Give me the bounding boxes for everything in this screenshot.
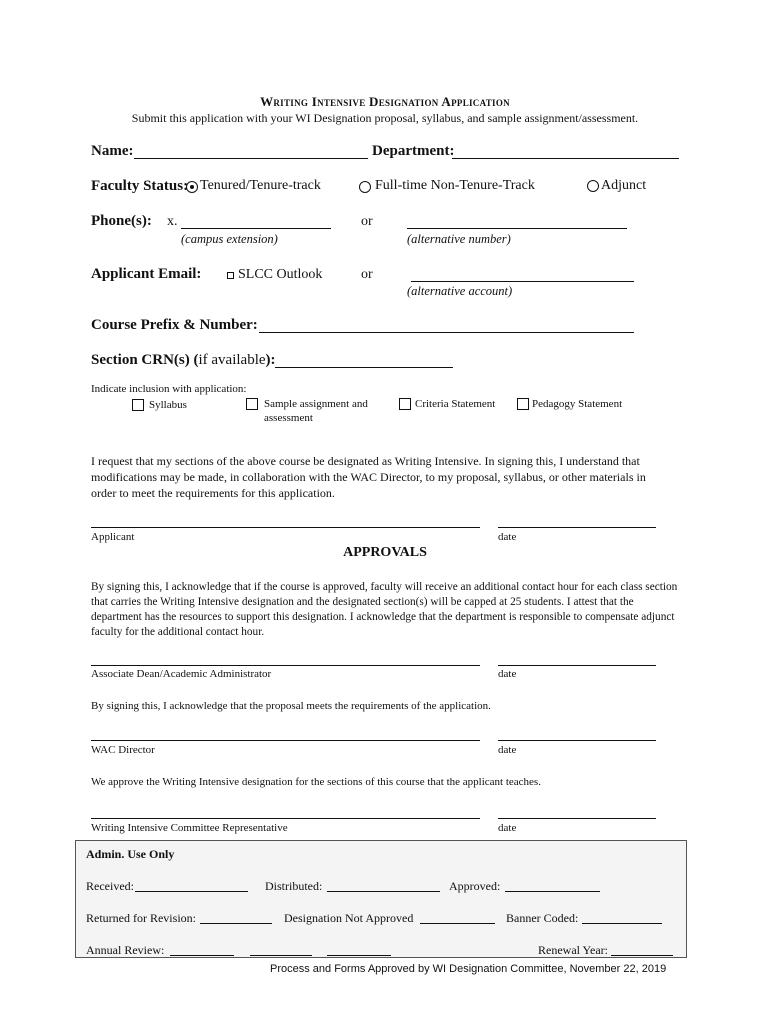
not-approved-field[interactable] (420, 923, 495, 924)
adjunct-radio[interactable] (587, 180, 599, 192)
alternative-account-hint: (alternative account) (407, 284, 513, 298)
section-crn-label: Section CRN(s) (if available): (91, 352, 276, 368)
email-or: or (361, 267, 373, 282)
alternative-account-field[interactable] (411, 281, 634, 282)
criteria-statement-label: Criteria Statement (415, 398, 496, 410)
applicant-caption: Applicant (91, 531, 135, 543)
applicant-date-line[interactable] (498, 527, 656, 528)
slcc-outlook-label: SLCC Outlook (238, 267, 323, 282)
wac-paragraph: By signing this, I acknowledge that the proposal meets the requirements of the application. (91, 700, 491, 712)
sample-assignment-label: Sample assignment and assessment (264, 398, 368, 424)
phone-label: Phone(s): (91, 213, 152, 229)
returned-label: Returned for Revision: (86, 911, 196, 925)
wac-date-line[interactable] (498, 740, 656, 741)
admin-title: Admin. Use Only (86, 847, 175, 861)
tenured-option-label: Tenured/Tenure-track (200, 178, 321, 193)
received-field[interactable] (135, 891, 248, 892)
dean-date-line[interactable] (498, 665, 656, 666)
annual-review-field-1[interactable] (170, 955, 234, 956)
distributed-label: Distributed: (265, 879, 323, 893)
dean-caption: Associate Dean/Academic Administrator (91, 668, 272, 680)
banner-coded-label: Banner Coded: (506, 911, 579, 925)
admin-use-box (75, 840, 687, 958)
section-crn-field[interactable] (275, 367, 453, 368)
pedagogy-statement-label: Pedagogy Statement (532, 398, 623, 410)
course-field[interactable] (259, 332, 634, 333)
approved-label: Approved: (449, 879, 501, 893)
renewal-year-label: Renewal Year: (538, 943, 608, 957)
sample-assignment-checkbox[interactable] (246, 398, 258, 410)
approvals-heading: APPROVALS (343, 545, 427, 560)
banner-coded-field[interactable] (582, 923, 662, 924)
phone-prefix: x. (167, 214, 178, 229)
syllabus-checkbox[interactable] (132, 399, 144, 411)
not-approved-label: Designation Not Approved (284, 911, 414, 925)
committee-signature-line[interactable] (91, 818, 480, 819)
department-label: Department: (372, 143, 455, 159)
phone-or: or (361, 214, 373, 229)
alternative-number-field[interactable] (407, 228, 627, 229)
campus-extension-hint: (campus extension) (181, 232, 278, 246)
form-subtitle: Submit this application with your WI Designation proposal, syllabus, and sample assignment/assessment. (131, 111, 639, 125)
received-label: Received: (86, 879, 134, 893)
syllabus-label: Syllabus (149, 399, 187, 411)
form-title: Writing Intensive Designation Application (260, 94, 510, 109)
non-tenure-option-label: Full-time Non-Tenure-Track (375, 178, 535, 193)
request-paragraph: I request that my sections of the above course be designated as Writing Intensive. In signing this, I understand that modifications may be made, in collaboration with the WAC Director, to my proposal, syllabus, or other materials in order to meet the requirements for this application. (91, 454, 646, 500)
adjunct-option-label: Adjunct (601, 178, 647, 193)
name-label: Name: (91, 143, 134, 159)
committee-caption: Writing Intensive Committee Representative (91, 822, 288, 834)
dean-signature-line[interactable] (91, 665, 480, 666)
wac-signature-line[interactable] (91, 740, 480, 741)
campus-extension-field[interactable] (181, 228, 331, 229)
email-label: Applicant Email: (91, 266, 202, 282)
inclusion-label: Indicate inclusion with application: (91, 383, 247, 395)
slcc-outlook-checkbox[interactable] (227, 272, 234, 279)
name-field[interactable] (134, 158, 368, 159)
department-field[interactable] (452, 158, 679, 159)
annual-review-label: Annual Review: (86, 943, 165, 957)
annual-review-field-2[interactable] (250, 955, 312, 956)
renewal-year-field[interactable] (611, 955, 673, 956)
dean-date-caption: date (498, 668, 517, 680)
annual-review-field-3[interactable] (327, 955, 391, 956)
footer-note: Process and Forms Approved by WI Designation Committee, November 22, 2019 (270, 963, 667, 975)
applicant-date-caption: date (498, 531, 517, 543)
committee-date-caption: date (498, 822, 517, 834)
committee-paragraph: We approve the Writing Intensive designation for the sections of this course that the applicant teaches. (91, 776, 541, 788)
course-label: Course Prefix & Number: (91, 317, 258, 333)
non-tenure-radio[interactable] (359, 181, 371, 193)
dean-paragraph: By signing this, I acknowledge that if the course is approved, faculty will receive an additional contact hour for each class section that carries the Writing Intensive designation and the designated section(s) will be capped at 25 students. I attest that the department has the resources to support this designation. I acknowledge that the department is responsible to compensate adjunct faculty for the additional contact hour. (91, 581, 678, 638)
distributed-field[interactable] (327, 891, 440, 892)
tenured-radio[interactable] (186, 181, 198, 193)
returned-field[interactable] (200, 923, 272, 924)
pedagogy-statement-checkbox[interactable] (517, 398, 529, 410)
wac-date-caption: date (498, 744, 517, 756)
committee-date-line[interactable] (498, 818, 656, 819)
alternative-number-hint: (alternative number) (407, 232, 511, 246)
applicant-signature-line[interactable] (91, 527, 480, 528)
approved-field[interactable] (505, 891, 600, 892)
faculty-status-label: Faculty Status: (91, 178, 189, 194)
wac-caption: WAC Director (91, 744, 155, 756)
criteria-statement-checkbox[interactable] (399, 398, 411, 410)
